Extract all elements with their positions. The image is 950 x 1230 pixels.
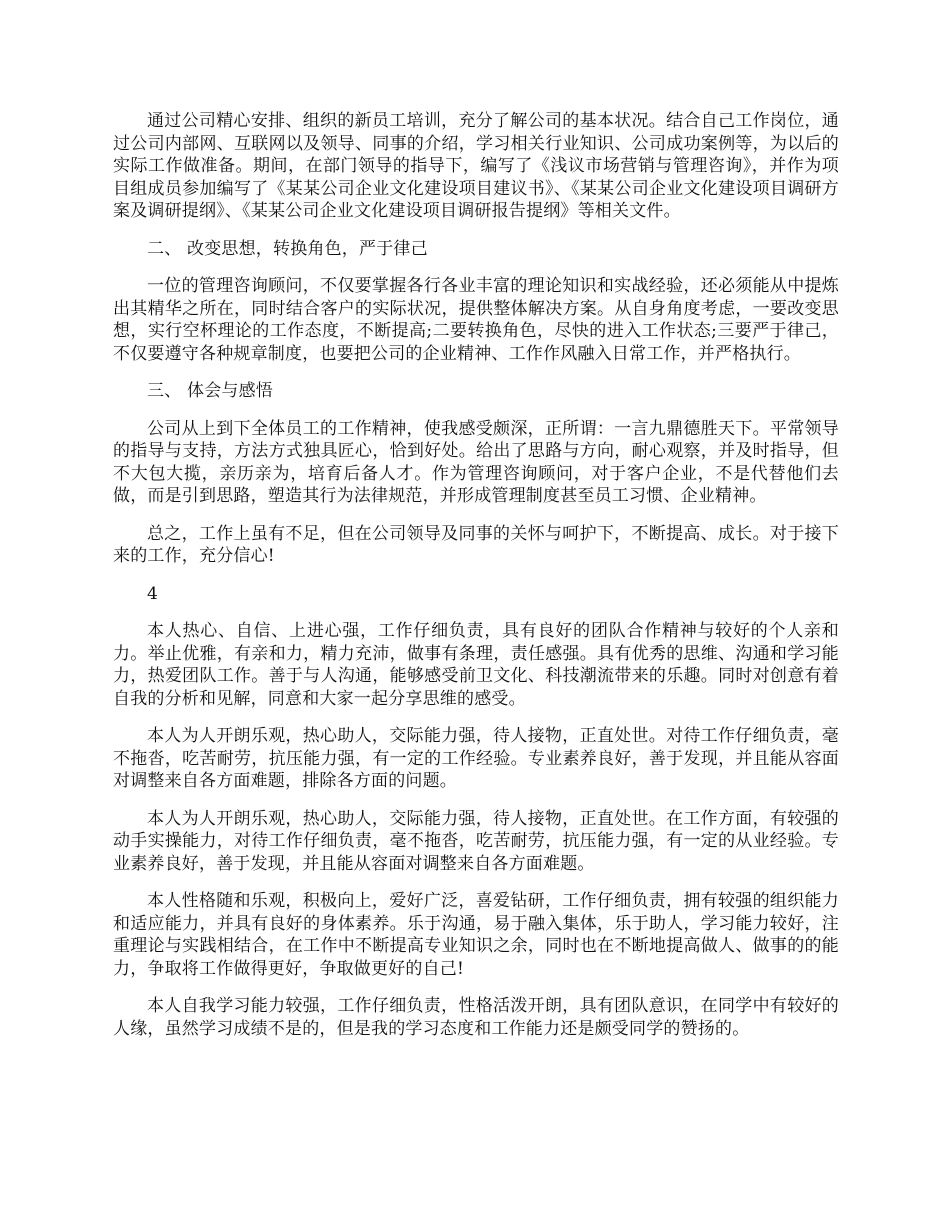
paragraph-conclusion: 总之，工作上虽有不足，但在公司领导及同事的关怀与呵护下，不断提高、成长。对于接下来的工作，充分信心! bbox=[113, 523, 839, 566]
paragraph-self-intro-1: 本人热心、自信、上进心强，工作仔细负责，具有良好的团队合作精神与较好的个人亲和力。举止优雅，有亲和力，精力充沛，做事有条理，责任感强。具有优秀的思维、沟通和学习能力，热爱团队工作。善于与人沟通，能够感受前卫文化、科技潮流带来的乐趣。同时对创意有着自我的分析和见解，同意和大家一起分享思维的感受。 bbox=[113, 621, 839, 709]
page-number: 4 bbox=[147, 583, 159, 604]
heading-reflections: 三、 体会与感悟 bbox=[147, 381, 274, 401]
paragraph-training: 通过公司精心安排、组织的新员工培训，充分了解公司的基本状况。结合自己工作岗位，通过公司内部网、互联网以及领导、同事的介绍，学习相关行业知识、公司成功案例等，为以后的实际工作做准备。期间，在部门领导的指导下，编写了《浅议市场营销与管理咨询》，并作为项目组成员参加编写了《某某公司企业文化建设项目建议书》、《某某公司企业文化建设项目调研方案及调研提纲》、《某某公司企业文化建设项目调研报告提纲》等相关文件。 bbox=[113, 111, 839, 221]
paragraph-consultant: 一位的管理咨询顾问，不仅要掌握各行各业丰富的理论知识和实战经验，还必须能从中提炼出其精华之所在，同时结合客户的实际状况，提供整体解决方案。从自身角度考虑，一要改变思想，实行空杯理论的工作态度，不断提高;二要转换角色，尽快的进入工作状态;三要严于律己，不仅要遵守各种规章制度，也要把公司的企业精神、工作作风融入日常工作，并严格执行。 bbox=[113, 276, 839, 364]
paragraph-self-intro-2: 本人为人开朗乐观，热心助人，交际能力强，待人接物，正直处世。对待工作仔细负责，毫不拖沓，吃苦耐劳，抗压能力强，有一定的工作经验。专业素养良好，善于发现，并且能从容面对调整来自各方面难题，排除各方面的问题。 bbox=[113, 726, 839, 791]
document-body bbox=[113, 110, 839, 1055]
paragraph-self-intro-3: 本人为人开朗乐观，热心助人，交际能力强，待人接物，正直处世。在工作方面，有较强的动手实操能力，对待工作仔细负责，毫不拖沓，吃苦耐劳，抗压能力强，有一定的从业经验。专业素养良好，善于发现，并且能从容面对调整来自各方面难题。 bbox=[113, 808, 839, 874]
heading-change-thinking: 二、 改变思想，转换角色，严于律己 bbox=[147, 238, 428, 259]
paragraph-self-intro-4: 本人性格随和乐观，积极向上，爱好广泛，喜爱钻研，工作仔细负责，拥有较强的组织能力和适应能力，并具有良好的身体素养。乐于沟通，易于融入集体，乐于助人，学习能力较好，注重理论与实践相结合，在工作中不断提高专业知识之余，同时也在不断地提高做人、做事的的能力，争取将工作做得更好，争取做更好的自己! bbox=[113, 891, 839, 979]
paragraph-company-spirit: 公司从上到下全体员工的工作精神，使我感受颇深，正所谓：一言九鼎德胜天下。平常领导的指导与支持，方法方式独具匠心，恰到好处。给出了思路与方向，耐心观察，并及时指导，但不大包大揽，亲历亲为，培育后备人才。作为管理咨询顾问，对于客户企业，不是代替他们去做，而是引到思路，塑造其行为法律规范，并形成管理制度甚至员工习惯、企业精神。 bbox=[113, 418, 839, 506]
paragraph-self-intro-5: 本人自我学习能力较强，工作仔细负责，性格活泼开朗，具有团队意识，在同学中有较好的人缘，虽然学习成绩不是的，但是我的学习态度和工作能力还是颇受同学的赞扬的。 bbox=[113, 996, 839, 1039]
